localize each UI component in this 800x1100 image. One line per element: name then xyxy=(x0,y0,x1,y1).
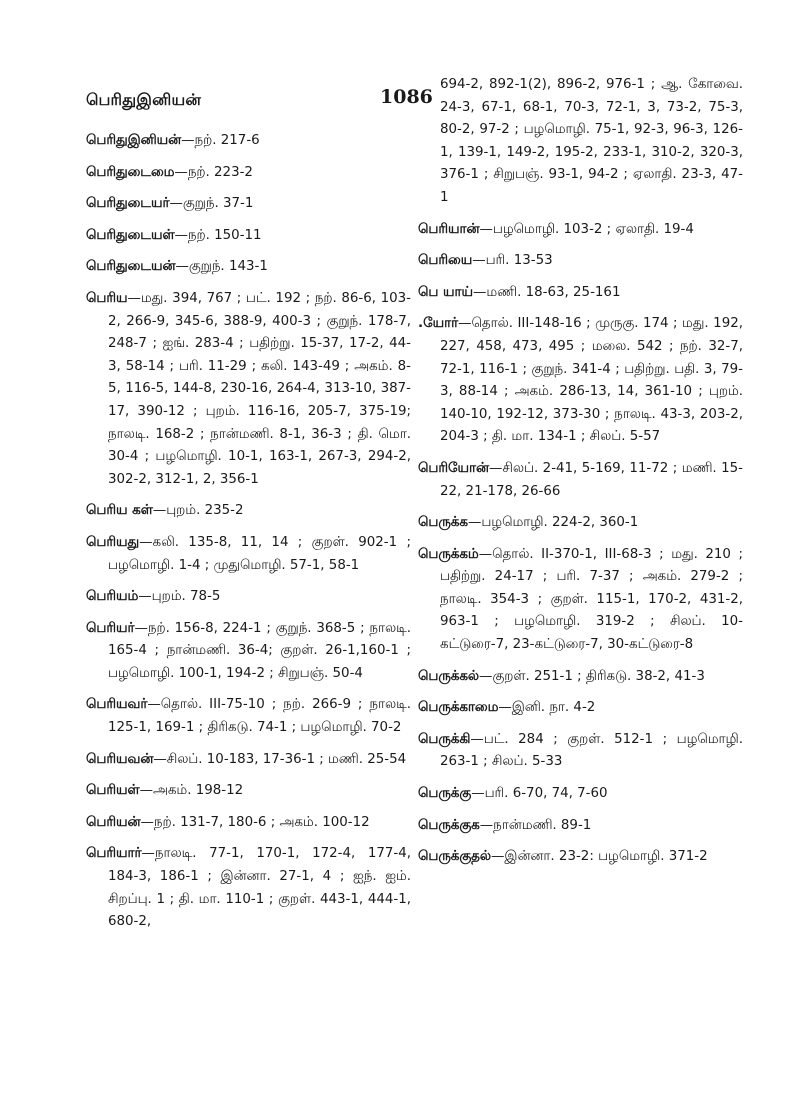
entry-references: —நாலடி. 77-1, 170-1, 172-4, 177-4, 184-3, 186-1 ; இன்னா. 27-1, 4 ; ஐந். ஐம். சிறப்பு. 1 ; தி. மா. 110-1 ; குறள். 443-1, 444-1, 680-2, xyxy=(108,846,411,930)
index-entry xyxy=(418,666,743,689)
entry-references: —பரி. 6-70, 74, 7-60 xyxy=(471,786,608,802)
running-head: பெரிதுஇனியன் xyxy=(86,90,202,109)
entry-references: —பழமொழி. 103-2 ; ஏலாதி. 19-4 xyxy=(479,221,694,237)
entry-references: —தொல். II-370-1, III-68-3 ; மது. 210 ; பதிற்று. 24-17 ; பரி. 7-37 ; அகம். 279-2 ; நாலடி. 354-3 ; குறள். 115-1, 170-2, 431-2, 963-1 ; பழமொழி. 319-2 ; சிலப். 10-கட்டுரை-7, 23-கட்டுரை-7, 30-கட்டுரை-8 xyxy=(440,546,743,653)
entry-references: 694-2, 892-1(2), 896-2, 976-1 ; ஆ. கோவை. 24-3, 67-1, 68-1, 70-3, 72-1, 3, 73-2, 75-3, 80-2, 97-2 ; பழமொழி. 75-1, 92-3, 96-3, 126-1, 139-1, 149-2, 195-2, 233-1, 310-2, 320-3, 376-1 ; சிறுபஞ். 93-1, 94-2 ; ஏலாதி. 23-3, 47-1 xyxy=(440,77,743,205)
index-entry xyxy=(418,219,743,242)
entry-headword: பெரிய கள் xyxy=(86,503,153,519)
entry-headword: பெரியம் xyxy=(86,589,139,605)
entry-headword: பெருக்க xyxy=(418,515,468,531)
entry-headword: பெரிய xyxy=(86,290,128,306)
entry-headword: பெருக்கல் xyxy=(418,668,480,684)
entry-references: —சிலப். 2-41, 5-169, 11-72 ; மணி. 15-22, 21-178, 26-66 xyxy=(440,460,743,499)
index-entry xyxy=(86,500,411,523)
entry-references: —நற். 217-6 xyxy=(181,133,260,148)
right-column xyxy=(418,74,743,878)
index-entry xyxy=(418,512,743,535)
index-entry xyxy=(418,729,743,774)
index-entry xyxy=(418,544,743,657)
index-entry xyxy=(418,250,743,273)
entry-references: —நற். 150-11 xyxy=(174,227,262,243)
index-entry xyxy=(418,846,743,869)
entry-headword: பெரியோன் xyxy=(418,460,489,476)
entry-headword: பெரியார் xyxy=(86,846,142,862)
entry-references: —இனி. நா. 4-2 xyxy=(498,700,596,716)
entry-headword: பெருக்குதல் xyxy=(418,849,492,865)
index-entry xyxy=(418,458,743,503)
index-entry xyxy=(86,812,411,835)
index-entry xyxy=(86,780,411,803)
entry-references: —இன்னா. 23-2: பழமொழி. 371-2 xyxy=(491,849,708,865)
index-entry xyxy=(418,74,743,210)
entry-references: —மது. 394, 767 ; பட். 192 ; நற். 86-6, 103-2, 266-9, 345-6, 388-9, 400-3 ; குறுந். 178-7, 248-7 ; ஐங். 283-4 ; பதிற்று. 15-37, 17-2, 44-3, 58-14 ; பரி. 11-29 ; கலி. 143-49 ; அகம். 8-5, 116-5, 144-8, 230-16, 264-4, 313-10, 387-17, 390-12 ; புறம். 116-16, 205-7, 375-19; நாலடி. 168-2 ; நான்மணி. 8-1, 36-3 ; தி. மொ. 30-4 ; பழமொழி. 10-1, 163-1, 267-3, 294-2, 302-2, 312-1, 2, 356-1 xyxy=(108,290,411,487)
entry-references: —அகம். 198-12 xyxy=(139,783,244,799)
entry-headword: பெரியன் xyxy=(86,814,141,830)
entry-references: —குறுந். 143-1 xyxy=(175,259,268,275)
entry-headword: பெரியர் xyxy=(86,620,135,636)
entry-references: —பரி. 13-53 xyxy=(472,253,553,269)
entry-headword: பெருக்காமை xyxy=(418,700,499,716)
entry-references: —சிலப். 10-183, 17-36-1 ; மணி. 25-54 xyxy=(153,751,407,767)
entry-headword: பெரிதுடையன் xyxy=(86,259,176,275)
left-column xyxy=(86,130,411,943)
entry-headword: பெரிதுடையர் xyxy=(86,196,170,212)
entry-references: —குறுந். 37-1 xyxy=(169,196,254,212)
entry-references: —பட். 284 ; குறள். 512-1 ; பழமொழி. 263-1 ; சிலப். 5-33 xyxy=(440,731,743,770)
entry-headword: பெரியை xyxy=(418,253,473,269)
index-entry xyxy=(86,225,411,248)
entry-headword: பெரிதுடையள் xyxy=(86,227,175,243)
entry-headword: பெருக்கம் xyxy=(418,546,479,562)
entry-references: —மணி. 18-63, 25-161 xyxy=(473,284,621,300)
entry-references: —குறள். 251-1 ; திரிகடு. 38-2, 41-3 xyxy=(479,668,705,684)
index-entry xyxy=(418,783,743,806)
index-entry xyxy=(86,586,411,609)
entry-headword: பெரியவர் xyxy=(86,697,148,713)
entry-references: —புறம். 235-2 xyxy=(152,503,244,519)
entry-headword: பெரியவன் xyxy=(86,751,154,767)
entry-headword: பெருக்கி xyxy=(418,731,471,747)
index-entry xyxy=(86,618,411,686)
index-entry xyxy=(86,532,411,577)
entry-references: —நான்மணி. 89-1 xyxy=(479,817,592,833)
index-entry xyxy=(86,694,411,739)
entry-references: —நற். 223-2 xyxy=(174,164,253,180)
entry-references: —கலி. 135-8, 11, 14 ; குறள். 902-1 ; பழமொழி. 1-4 ; முதுமொழி. 57-1, 58-1 xyxy=(108,534,411,573)
entry-references: —நற். 156-8, 224-1 ; குறுந். 368-5 ; நாலடி. 165-4 ; நான்மணி. 36-4; குறள். 26-1,160-1 ; பழமொழி. 100-1, 194-2 ; சிறுபஞ். 50-4 xyxy=(108,620,411,681)
index-entry xyxy=(418,313,743,449)
page-number: 1086 xyxy=(380,86,433,108)
index-entry xyxy=(86,749,411,772)
entry-headword: பெரியள் xyxy=(86,783,140,799)
index-entry xyxy=(418,815,743,838)
entry-headword: பெரியது xyxy=(86,534,140,550)
entry-headword: பெரிதுஇனியன் xyxy=(86,133,182,148)
index-entry xyxy=(86,288,411,491)
entry-headword: பெரியான் xyxy=(418,221,480,237)
entry-references: —தொல். III-75-10 ; நற். 266-9 ; நாலடி. 125-1, 169-1 ; திரிகடு. 74-1 ; பழமொழி. 70-2 xyxy=(108,697,411,736)
index-entry xyxy=(86,193,411,216)
index-entry xyxy=(86,130,411,153)
entry-references: —நற். 131-7, 180-6 ; அகம். 100-12 xyxy=(140,814,370,830)
index-entry xyxy=(86,843,411,933)
entry-headword: .யோர் xyxy=(418,316,459,332)
index-entry xyxy=(418,282,743,305)
index-entry xyxy=(86,162,411,185)
entry-references: —தொல். III-148-16 ; முருகு. 174 ; மது. 192, 227, 458, 473, 495 ; மலை. 542 ; நற். 32-7, 72-1, 116-1 ; குறுந். 341-4 ; பதிற்று. பதி. 3, 79-3, 88-14 ; அகம். 286-13, 14, 361-10 ; புறம். 140-10, 192-12, 373-30 ; நாலடி. 43-3, 203-2, 204-3 ; தி. மா. 134-1 ; சிலப். 5-57 xyxy=(440,316,743,445)
entry-headword: பெருக்கு xyxy=(418,786,472,802)
entry-headword: பெரிதுடைமை xyxy=(86,164,175,180)
index-entry xyxy=(86,256,411,279)
index-entry xyxy=(418,697,743,720)
entry-references: —புறம். 78-5 xyxy=(138,589,221,605)
entry-references: —பழமொழி. 224-2, 360-1 xyxy=(467,515,639,531)
entry-headword: பெருக்குக xyxy=(418,817,480,833)
entry-headword: பெ யாய் xyxy=(418,284,474,300)
